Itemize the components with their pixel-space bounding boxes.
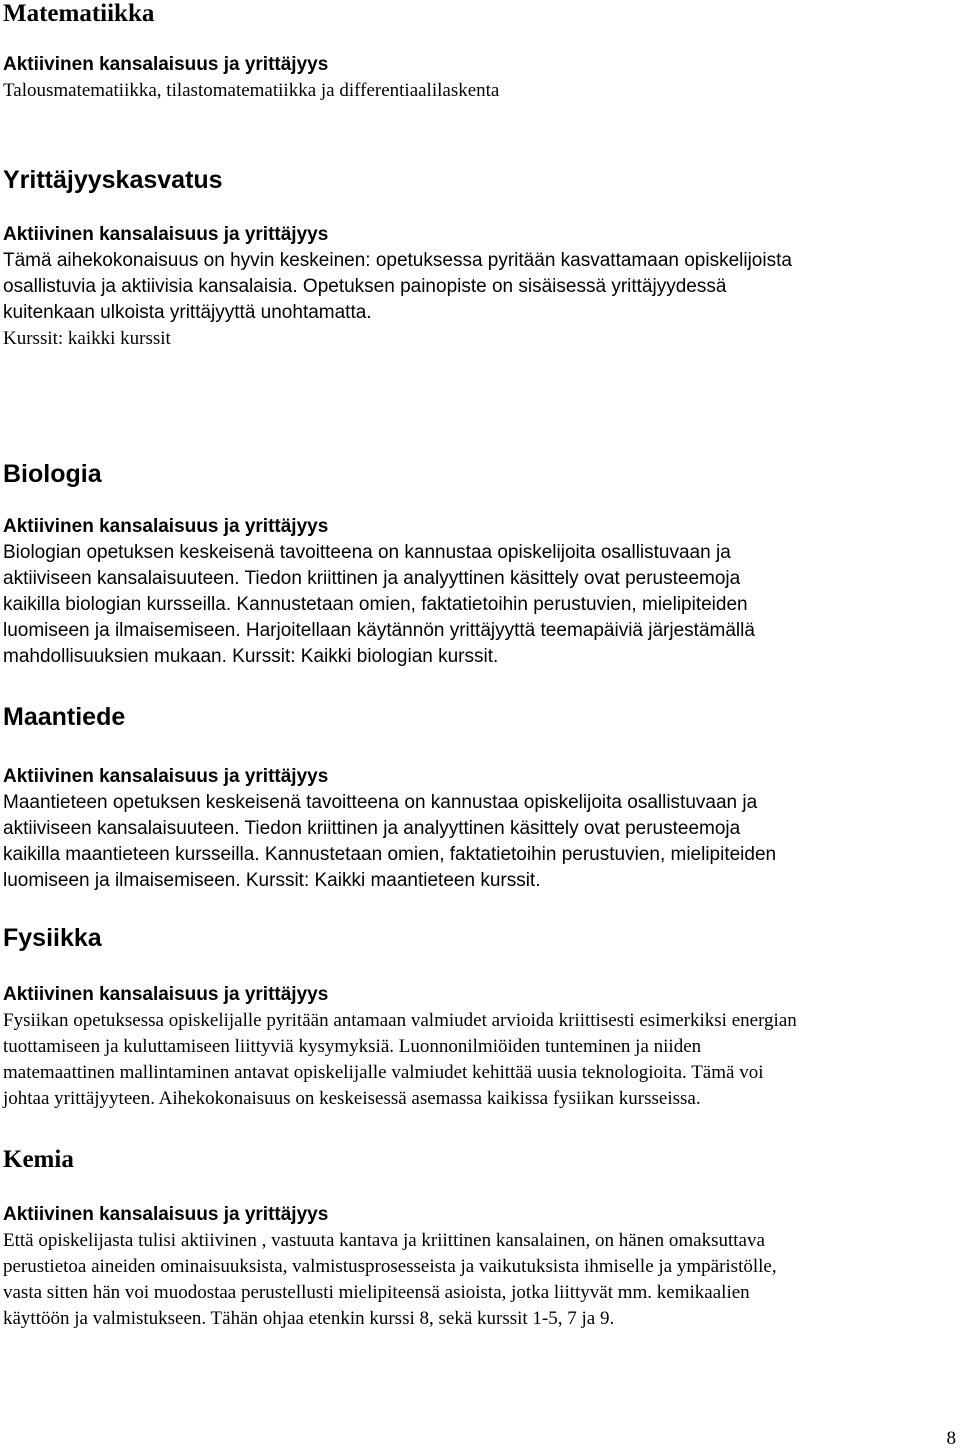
section-title: Yrittäjyyskasvatus [3,166,223,194]
section-title: Maantiede [3,703,126,731]
section-subtitle: Aktiivinen kansalaisuus ja yrittäjyys [3,54,329,75]
text-line: tuottamiseen ja kuluttamiseen liittyviä kysymyksiä. Luonnonilmiöiden tunteminen ja niiden [3,1036,702,1057]
section-title: Fysiikka [3,924,102,952]
section-courses: Kurssit: kaikki kurssit [3,328,171,349]
section-subtitle: Aktiivinen kansalaisuus ja yrittäjyys [3,1204,329,1225]
text-line: Että opiskelijasta tulisi aktiivinen , vastuuta kantava ja kriittinen kansalainen, on hänen omaksuttava [3,1230,765,1251]
text-line: aktiiviseen kansalaisuuteen. Tiedon kriittinen ja analyyttinen käsittely ovat perusteemoja [3,818,741,839]
section-title: Biologia [3,460,102,488]
text-line: kuitenkaan ulkoista yrittäjyyttä unohtamatta. [3,302,372,323]
text-line: luomiseen ja ilmaisemiseen. Kurssit: Kaikki maantieteen kurssit. [3,870,541,891]
text-line: kaikilla maantieteen kursseilla. Kannustetaan omien, faktatietoihin perustuvien, mielipiteiden [3,844,777,865]
section-fysiikka [3,924,957,1112]
text-line: Biologian opetuksen keskeisenä tavoitteena on kannustaa opiskelijoita osallistuvaan ja [3,542,731,563]
section-yrittajyyskasvatus [3,166,957,352]
section-matematiikka [3,0,957,104]
text-line: käyttöön ja valmistukseen. Tähän ohjaa etenkin kurssi 8, sekä kurssit 1-5, 7 ja 9. [3,1308,615,1329]
section-subtitle: Aktiivinen kansalaisuus ja yrittäjyys [3,984,329,1005]
text-line: perustietoa aineiden ominaisuuksista, valmistusprosesseista ja vaikutuksista ihmiselle ja ympäristölle, [3,1256,777,1277]
text-line: johtaa yrittäjyyteen. Aihekokonaisuus on keskeisessä asemassa kaikissa fysiikan kursseissa. [3,1088,701,1109]
section-maantiede [3,703,957,894]
section-kemia [3,1146,957,1332]
section-subtitle: Aktiivinen kansalaisuus ja yrittäjyys [3,224,329,245]
text-line: kaikilla biologian kursseilla. Kannustetaan omien, faktatietoihin perustuvien, mielipiteiden [3,594,748,615]
text-line: mahdollisuuksien mukaan. Kurssit: Kaikki biologian kurssit. [3,646,499,667]
text-line: Maantieteen opetuksen keskeisenä tavoitteena on kannustaa opiskelijoita osallistuvaan ja [3,792,758,813]
section-biologia [3,460,957,670]
section-text: Talousmatematiikka, tilastomatematiikka ja differentiaalilaskenta [3,80,500,101]
section-subtitle: Aktiivinen kansalaisuus ja yrittäjyys [3,766,329,787]
text-line: Fysiikan opetuksessa opiskelijalle pyritään antamaan valmiudet arvioida kriittisesti esimerkiksi energian [3,1010,797,1031]
section-title: Kemia [3,1146,74,1173]
page-number: 8 [946,1428,956,1449]
text-line: luomiseen ja ilmaisemiseen. Harjoitellaan käytännön yrittäjyyttä teemapäiviä järjestämällä [3,620,755,641]
text-line: vasta sitten hän voi muodostaa perustellusti mielipiteensä asioista, jotka liittyvät mm. kemikaalien [3,1282,750,1303]
section-subtitle: Aktiivinen kansalaisuus ja yrittäjyys [3,516,329,537]
text-line: aktiiviseen kansalaisuuteen. Tiedon kriittinen ja analyyttinen käsittely ovat perusteemoja [3,568,741,589]
section-title: Matematiikka [3,0,155,27]
text-line: matemaattinen mallintaminen antavat opiskelijalle valmiudet kehittää uusia teknologioita. Tämä voi [3,1062,764,1083]
text-line: osallistuvia ja aktiivisia kansalaisia. Opetuksen painopiste on sisäisessä yrittäjyydessä [3,276,727,297]
text-line: Tämä aihekokonaisuus on hyvin keskeinen: opetuksessa pyritään kasvattamaan opiskelijoista [3,250,792,271]
